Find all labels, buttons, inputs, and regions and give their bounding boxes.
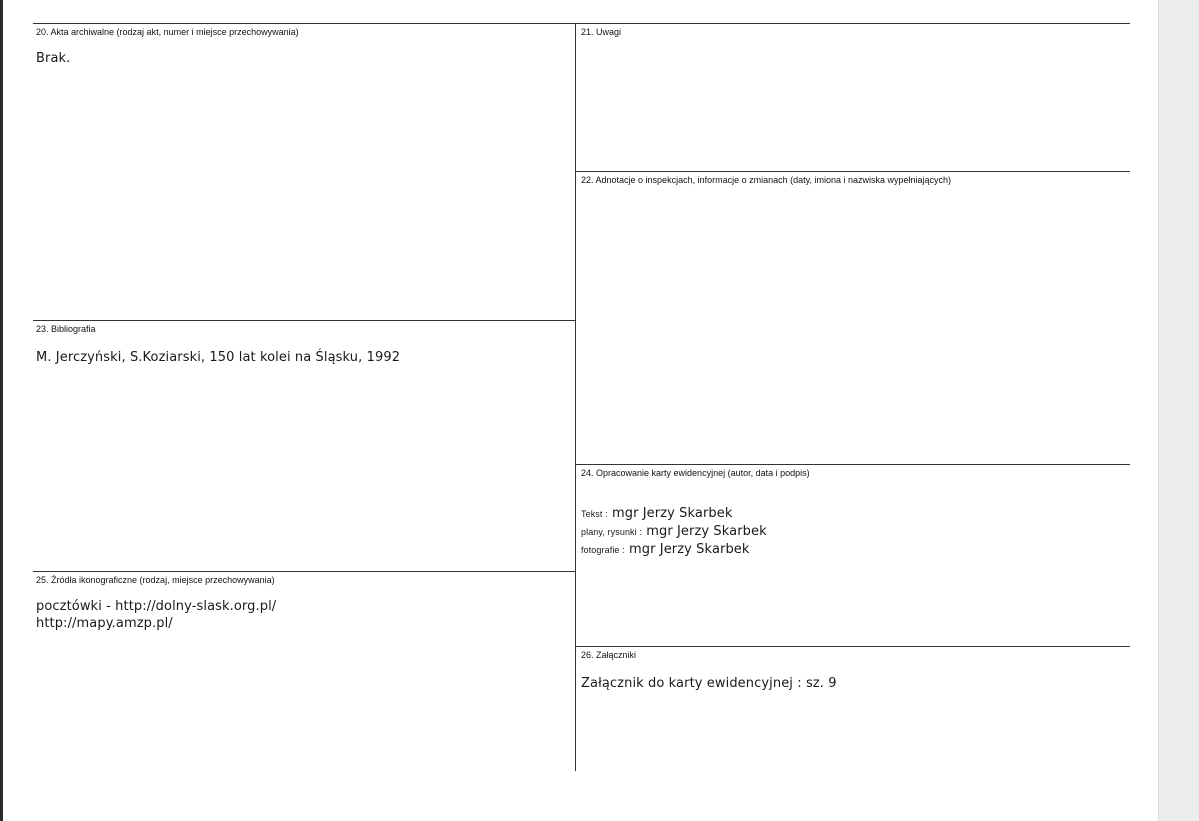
rule-s23 <box>33 320 575 321</box>
section-25-label: 25. Źródła ikonograficzne (rodzaj, miejsce przechowywania) <box>36 575 275 585</box>
rule-s26 <box>576 646 1130 647</box>
section-23-label: 23. Bibliografia <box>36 324 96 334</box>
author-key: fotografie : <box>581 545 625 555</box>
author-value: mgr Jerzy Skarbek <box>628 542 750 557</box>
section-26-text: Załącznik do karty ewidencyjnej : sz. 9 <box>581 676 837 691</box>
author-line-drawings <box>581 522 767 541</box>
author-key: Tekst : <box>581 509 608 519</box>
source-line: pocztówki - http://dolny-slask.org.pl/ <box>36 599 277 614</box>
section-25-lines <box>36 598 276 632</box>
section-21-label: 21. Uwagi <box>581 27 622 37</box>
author-key: plany, rysunki : <box>581 527 642 537</box>
section-26-label: 26. Załączniki <box>581 650 637 660</box>
rule-top-right <box>576 23 1130 24</box>
section-20-text: Brak. <box>36 51 71 66</box>
section-24-label: 24. Opracowanie karty ewidencyjnej (autor, data i podpis) <box>581 468 810 478</box>
page-edge-right <box>1158 0 1199 821</box>
page-edge-left <box>0 0 3 821</box>
section-20-label: 20. Akta archiwalne (rodzaj akt, numer i miejsce przechowywania) <box>36 27 299 37</box>
section-24-lines <box>581 504 767 559</box>
source-line: http://mapy.amzp.pl/ <box>36 616 173 631</box>
author-line-photos <box>581 540 767 559</box>
section-22-label: 22. Adnotacje o inspekcjach, informacje o zmianach (daty, imiona i nazwiska wypełniających) <box>581 175 952 185</box>
column-divider <box>575 23 576 771</box>
author-value: mgr Jerzy Skarbek <box>611 506 733 521</box>
author-line-text <box>581 504 767 523</box>
rule-s24 <box>576 464 1130 465</box>
rule-s22 <box>576 171 1130 172</box>
rule-s25 <box>33 571 575 572</box>
rule-top-left <box>33 23 575 24</box>
section-23-text: M. Jerczyński, S.Koziarski, 150 lat kolei na Śląsku, 1992 <box>36 350 401 365</box>
author-value: mgr Jerzy Skarbek <box>646 524 767 539</box>
